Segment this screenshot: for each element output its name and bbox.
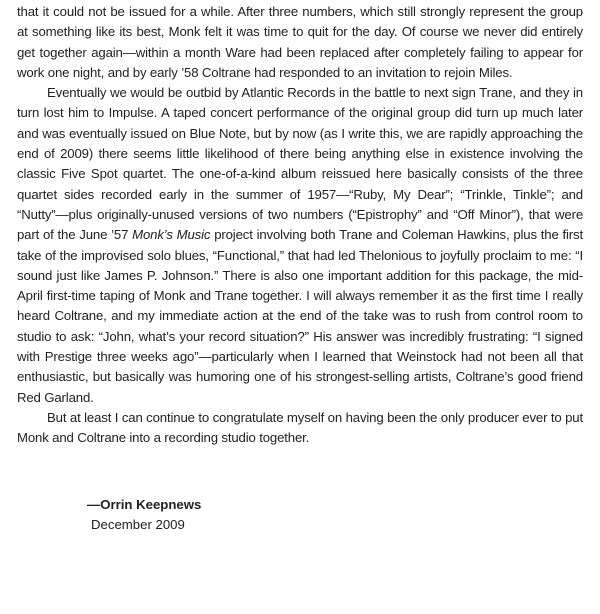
paragraph-3: But at least I can continue to congratulate myself on having been the only producer ever to put Monk and Coltrane into a recording studio together. xyxy=(17,409,583,446)
paragraph-2 xyxy=(17,83,583,408)
album-title-italic: Monk’s Music xyxy=(132,227,211,243)
paragraph-2-text-b: project involving both Trane and Coleman Hawkins, plus the first take of the improvised solo blues, “Functional,” that had led Thelonious to joyfully proclaim to me: “I sound just like James P. Johnson.” There is also one important addition for this package, the mid-April first-time taping of Monk and Trane together. I will always remember it as the first time I really heard Coltrane, and my immediate action at the end of the take was to rush from control room to studio to ask: “John, what’s your record situation?” His answer was incredibly frustrating: “I signed with Prestige three weeks ago”—particularly when I learned that Weinstock had not been all that enthusiastic, but basically was humoring one of his strongest-selling artists, Coltrane’s good friend Red Garland. xyxy=(17,227,584,405)
author-name: —Orrin Keepnews xyxy=(87,497,202,512)
signature-date: December 2009 xyxy=(91,517,185,532)
paragraph-2-text-a: Eventually we would be outbid by Atlantic Records in the battle to next sign Trane, and they in turn lost him to Impulse. A taped concert performance of the original group did turn up much later and was eventually issued on Blue Note, but by now (as I write this, we are rapidly approaching the end of 2009) there seems little likelihood of there being anything else in existence involving the classic Five Spot quartet. The one-of-a-kind album reissued here basically consists of the three quartet sides recorded early in the summer of 1957—“Ruby, My Dear”; “Trinkle, Tinkle”; and “Nutty”—plus originally-unused versions of two numbers (“Epistrophy” and “Off Minor”), that were part of the June ’57 xyxy=(17,85,583,243)
liner-notes-body xyxy=(17,2,583,449)
signature-block xyxy=(87,495,201,535)
paragraph-1: that it could not be issued for a while. After three numbers, which still strongly represent the group at something like its best, Monk felt it was time to quit for the day. Of course we never did entirely get together again—within a month Ware had been replaced after completely failing to appear for work one night, and by early ’58 Coltrane had responded to an invitation to rejoin Miles. xyxy=(17,4,583,80)
